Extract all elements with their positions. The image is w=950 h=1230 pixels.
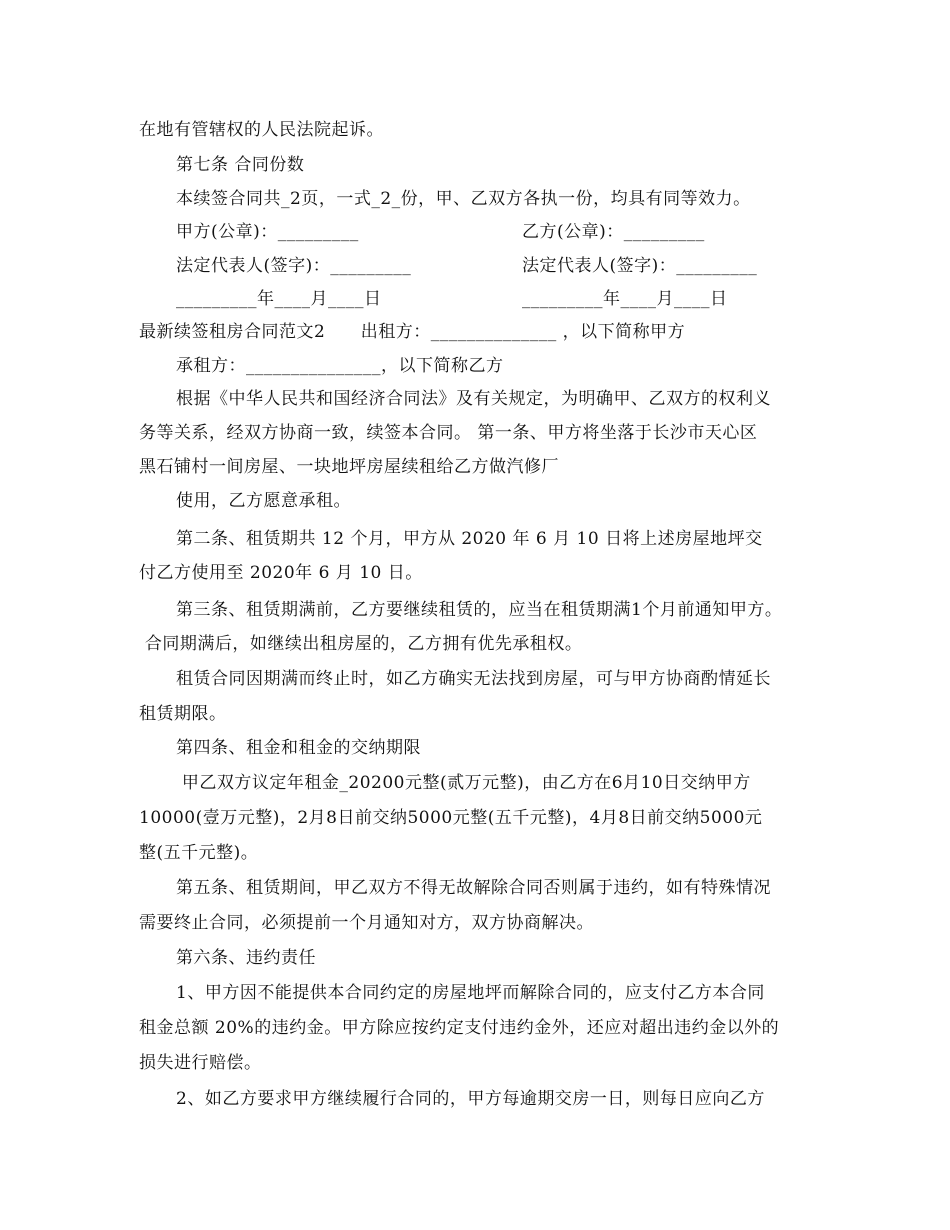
text-line: 在地有管辖权的人民法院起诉。: [139, 120, 384, 140]
text-line: 租金总额 20%的违约金。甲方除应按约定支付违约金外，还应对超出违约金以外的: [139, 1018, 780, 1038]
article-4-heading: 第四条、租金和租金的交纳期限: [176, 738, 421, 758]
text-line: 本续签合同共_2页，一式_2_份，甲、乙双方各执一份，均具有同等效力。: [176, 189, 751, 209]
text-line: 根据《中华人民共和国经济合同法》及有关规定，为明确甲、乙双方的权利义: [176, 389, 771, 409]
text-line: 租赁合同因期满而终止时，如乙方确实无法找到房屋，可与甲方协商酌情延长: [176, 669, 771, 689]
text-line: 务等关系，经双方协商一致，续签本合同。 第一条、甲方将坐落于长沙市天心区: [139, 423, 758, 443]
text-line: 合同期满后，如继续出租房屋的，乙方拥有优先承租权。: [139, 634, 583, 654]
article-2: 第二条、租赁期共 12 个月，甲方从 2020 年 6 月 10 日将上述房屋地坪交: [176, 529, 763, 549]
party-a-seal: 甲方(公章)：_________: [176, 222, 359, 242]
text-line: 损失进行赔偿。: [139, 1053, 262, 1073]
party-a-representative: 法定代表人(签字)：_________: [176, 256, 412, 276]
party-b-seal: 乙方(公章)：_________: [522, 222, 705, 242]
article-5: 第五条、租赁期间，甲乙双方不得无故解除合同否则属于违约，如有特殊情况: [176, 878, 771, 898]
lessee-line: 承租方：_______________，以下简称乙方: [176, 356, 504, 376]
text-line: 10000(壹万元整)，2月8日前交纳5000元整(五千元整)，4月8日前交纳5000元: [139, 808, 763, 828]
text-line: 整(五千元整)。: [139, 843, 259, 863]
text-line: 需要终止合同，必须提前一个月通知对方，双方协商解决。: [139, 913, 594, 933]
text-line: 付乙方使用至 2020年 6 月 10 日。: [139, 563, 423, 583]
text-line: 黑石铺村一间房屋、一块地坪房屋续租给乙方做汽修厂: [139, 457, 559, 477]
party-b-date: _________年____月____日: [522, 289, 728, 309]
text-line: 租赁期限。: [139, 704, 227, 724]
party-a-date: _________年____月____日: [176, 289, 382, 309]
text-line: 甲乙双方议定年租金_20200元整(贰万元整)，由乙方在6月10日交纳甲方: [176, 773, 751, 793]
text-line: 2、如乙方要求甲方继续履行合同的，甲方每逾期交房一日，则每日应向乙方: [176, 1089, 765, 1109]
article-6-heading: 第六条、违约责任: [176, 948, 316, 968]
article-3: 第三条、租赁期满前，乙方要继续租赁的，应当在租赁期满1个月前通知甲方。: [176, 600, 783, 620]
text-line: 1、甲方因不能提供本合同约定的房屋地坪而解除合同的，应支付乙方本合同: [176, 983, 765, 1003]
text-line: 使用，乙方愿意承租。: [176, 491, 351, 511]
contract-title-line: 最新续签租房合同范文2 出租方：______________ ，以下简称甲方: [139, 322, 686, 342]
party-b-representative: 法定代表人(签字)：_________: [522, 256, 758, 276]
section-heading: 第七条 合同份数: [176, 155, 305, 175]
